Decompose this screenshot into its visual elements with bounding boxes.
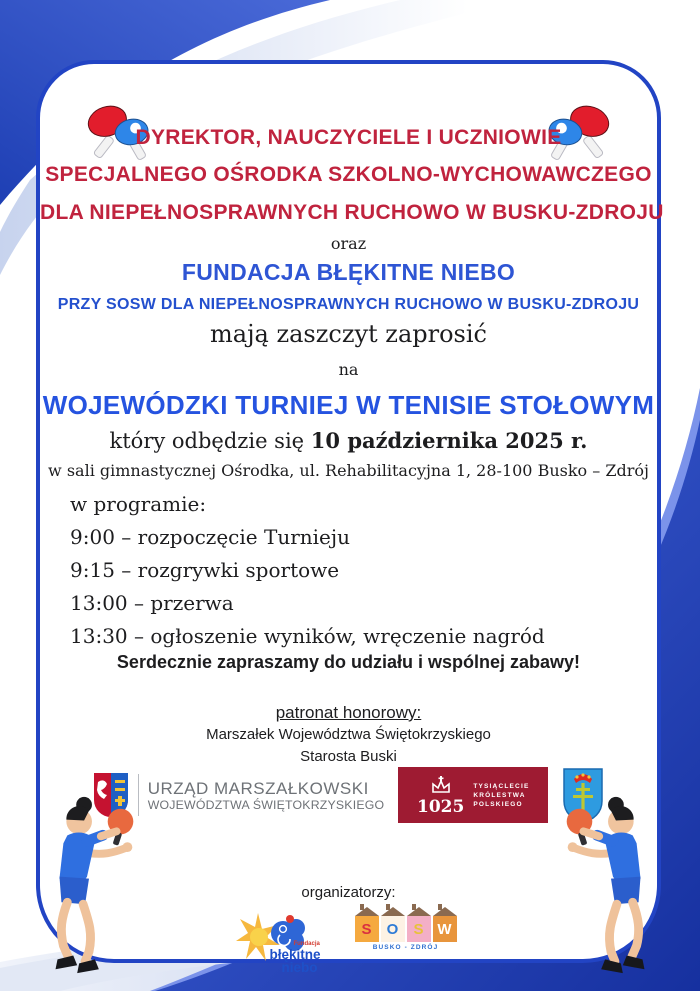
sosw-letter: W <box>433 916 457 942</box>
invitation-line: mają zaszczyt zaprosić <box>210 320 487 348</box>
event-venue: w sali gimnastycznej Ośrodka, ul. Rehabilitacyjna 1, 28-100 Busko – Zdrój <box>48 461 649 480</box>
table-tennis-player-left-illustration <box>26 792 152 984</box>
sosw-house <box>381 907 405 942</box>
event-date: 10 października 2025 r. <box>310 428 588 453</box>
roof-icon <box>407 907 431 916</box>
foundation-subtitle: PRZY SOSW DLA NIEPEŁNOSPRAWNYCH RUCHOWO W BUSKU-ZDROJU <box>57 296 640 313</box>
roof-icon <box>381 907 405 916</box>
sosw-subtitle: BUSKO - ZDRÓJ <box>372 944 439 951</box>
millennium-caption-line: POLSKIEGO <box>473 800 523 808</box>
program-item: 9:15 – rozgrywki sportowe <box>70 558 340 582</box>
foundation-pre-label: Fundacja <box>293 941 320 947</box>
host-line-2: SPECJALNEGO OŚRODKA SZKOLNO-WYCHOWAWCZEGO <box>45 163 652 186</box>
host-line-1: DYREKTOR, NAUCZYCIELE I UCZNIOWIE <box>135 126 562 149</box>
millennium-caption-line: TYSIĄCLECIE <box>473 782 530 790</box>
closing-invitation: Serdecznie zapraszamy do udziału i wspólnej zabawy! <box>116 652 581 672</box>
chimney-icon <box>438 904 442 910</box>
millennium-caption <box>473 782 529 809</box>
crown-icon <box>429 776 453 794</box>
roof-icon <box>355 907 379 916</box>
millennium-year: 1025 <box>416 796 465 817</box>
sosw-house <box>355 907 379 942</box>
event-title: WOJEWÓDZKI TURNIEJ W TENISIE STOŁOWYM <box>42 390 655 420</box>
marshal-office-line-2: WOJEWÓDZTWA ŚWIĘTOKRZYSKIEGO <box>147 797 385 812</box>
program-item: 9:00 – rozpoczęcie Turnieju <box>70 525 350 549</box>
marshal-office-line-1: URZĄD MARSZAŁKOWSKI <box>147 778 369 798</box>
program-item: 13:00 – przerwa <box>70 591 234 615</box>
sosw-letter: O <box>381 916 405 942</box>
foundation-logo-word-2: niebo <box>281 960 318 975</box>
millennium-1025-logo <box>398 767 548 823</box>
chimney-icon <box>412 904 416 910</box>
blekitne-niebo-foundation-logo <box>236 907 332 973</box>
program-item: 13:30 – ogłoszenie wyników, wręczenie nagród <box>70 624 545 648</box>
roof-icon <box>433 907 457 916</box>
conjunction-text: oraz <box>330 234 367 253</box>
foundation-name: FUNDACJA BŁĘKITNE NIEBO <box>181 259 516 285</box>
sosw-houses-icon <box>350 907 462 942</box>
sosw-letter: S <box>355 916 379 942</box>
chimney-icon <box>360 904 364 910</box>
patronage-heading: patronat honorowy: <box>275 703 422 722</box>
foundation-logo-word-1: błękitne <box>269 947 321 962</box>
organizers-heading: organizatorzy: <box>301 884 396 901</box>
invitation-preposition: na <box>338 360 359 379</box>
table-tennis-player-right-illustration <box>548 792 674 984</box>
sosw-letter: S <box>407 916 431 942</box>
program-block <box>70 488 545 653</box>
chimney-icon <box>386 904 390 910</box>
sosw-house <box>407 907 431 942</box>
program-heading: w programie: <box>70 492 207 516</box>
host-line-3: DLA NIEPEŁNOSPRAWNYCH RUCHOWO W BUSKU-ZDROJU <box>40 201 664 224</box>
marshal-office-text <box>148 779 385 812</box>
patron-name: Starosta Buski <box>300 748 397 765</box>
millennium-caption-line: KRÓLESTWA <box>473 791 526 799</box>
event-date-prefix: który odbędzie się <box>109 429 311 453</box>
sosw-house <box>433 907 457 942</box>
sosw-logo <box>350 907 462 951</box>
event-date-line <box>40 428 657 453</box>
patron-name: Marszałek Województwa Świętokrzyskiego <box>206 726 491 743</box>
millennium-year-block <box>417 776 464 815</box>
